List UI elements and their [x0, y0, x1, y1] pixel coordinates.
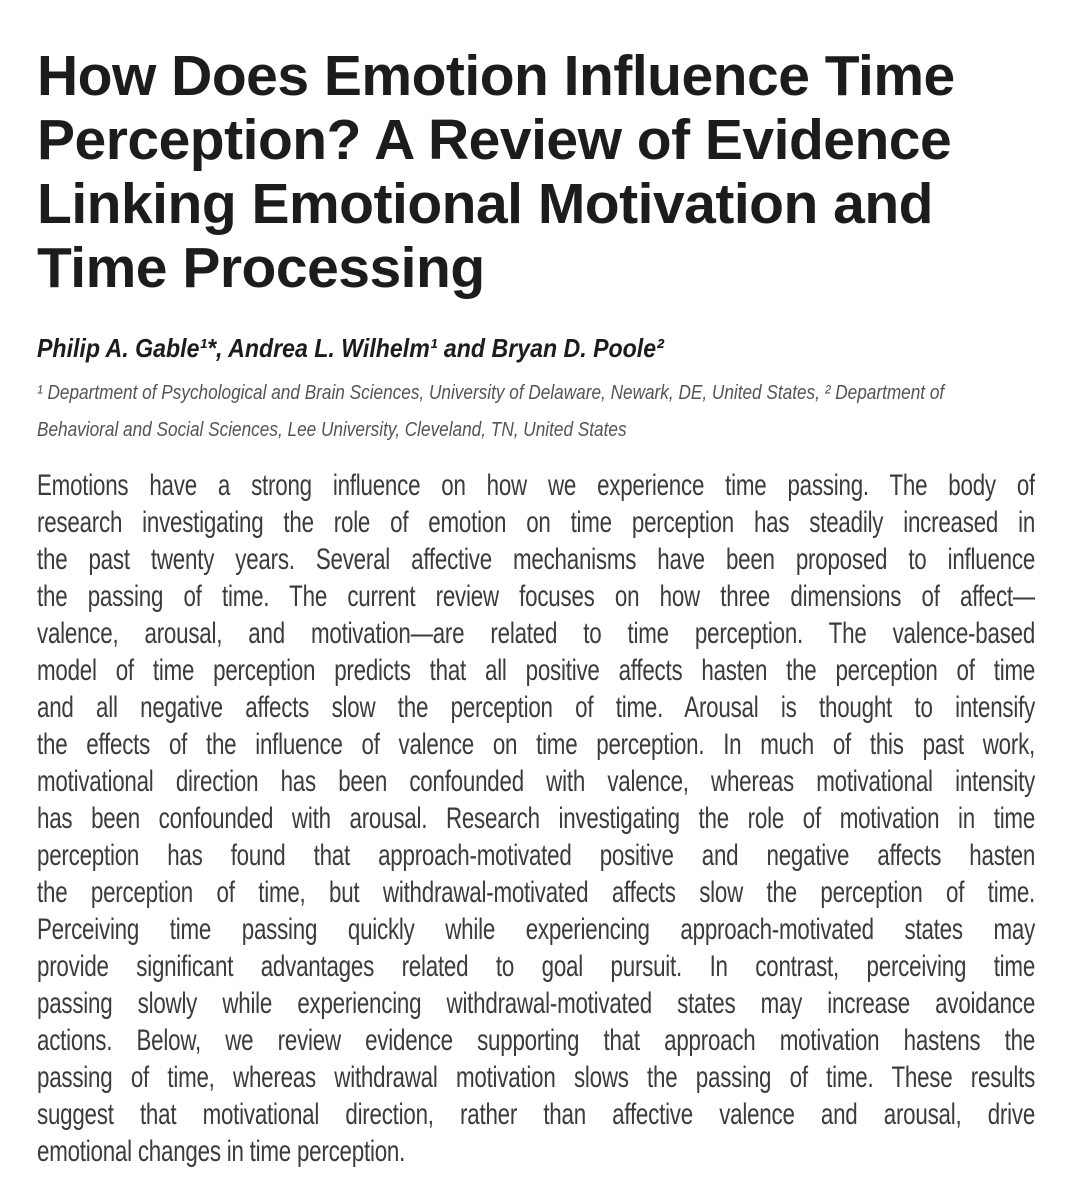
affiliation-line-1: ¹ Department of Psychological and Brain Sciences, University of Delaware, Newark, DE, United States, ² Department of	[37, 382, 945, 404]
abstract-line: research investigating the role of emotion on time perception has steadily increased in	[37, 506, 1036, 539]
abstract-line: motivational direction has been confounded with valence, whereas motivational intensity	[37, 765, 1036, 798]
abstract-line: Emotions have a strong influence on how we experience time passing. The body of	[37, 469, 1036, 502]
abstract-line: suggest that motivational direction, rather than affective valence and arousal, drive	[37, 1098, 1036, 1131]
abstract-line: the passing of time. The current review focuses on how three dimensions of affect—	[37, 580, 1036, 613]
affiliation-line-2: Behavioral and Social Sciences, Lee University, Cleveland, TN, United States	[37, 419, 627, 441]
affiliations	[37, 375, 1035, 449]
abstract-line: passing slowly while experiencing withdrawal-motivated states may increase avoidance	[37, 987, 1036, 1020]
abstract-line: emotional changes in time perception.	[37, 1135, 406, 1168]
abstract-line: perception has found that approach-motivated positive and negative affects hasten	[37, 839, 1036, 872]
authors-row	[37, 333, 1035, 363]
abstract-line: passing of time, whereas withdrawal motivation slows the passing of time. These results	[37, 1061, 1036, 1094]
abstract-line: model of time perception predicts that all positive affects hasten the perception of time	[37, 654, 1036, 687]
abstract-line: Perceiving time passing quickly while experiencing approach-motivated states may	[37, 913, 1036, 946]
authors-line: Philip A. Gable¹*, Andrea L. Wilhelm¹ and Bryan D. Poole²	[37, 333, 664, 363]
abstract-line: the perception of time, but withdrawal-motivated affects slow the perception of time.	[37, 876, 1036, 909]
abstract-line: actions. Below, we review evidence supporting that approach motivation hastens the	[37, 1024, 1036, 1057]
paper-title-line-2: Perception? A Review of Evidence	[37, 108, 952, 172]
abstract-section	[37, 467, 1035, 1170]
paper-title-line-4: Time Processing	[37, 236, 485, 300]
abstract-line: and all negative affects slow the perception of time. Arousal is thought to intensify	[37, 691, 1036, 724]
abstract-line: valence, arousal, and motivation—are related to time perception. The valence-based	[37, 617, 1036, 650]
abstract-line: provide significant advantages related to goal pursuit. In contrast, perceiving time	[37, 950, 1036, 983]
abstract-line: the effects of the influence of valence on time perception. In much of this past work,	[37, 728, 1036, 761]
paper-title-line-1: How Does Emotion Influence Time	[37, 44, 955, 108]
paper-title-line-3: Linking Emotional Motivation and	[37, 172, 933, 236]
abstract-line: has been confounded with arousal. Research investigating the role of motivation in time	[37, 802, 1036, 835]
abstract-line: the past twenty years. Several affective mechanisms have been proposed to influence	[37, 543, 1036, 576]
paper-title	[37, 44, 1035, 300]
affiliations-row	[37, 375, 1035, 449]
abstract-text	[37, 467, 1035, 1170]
